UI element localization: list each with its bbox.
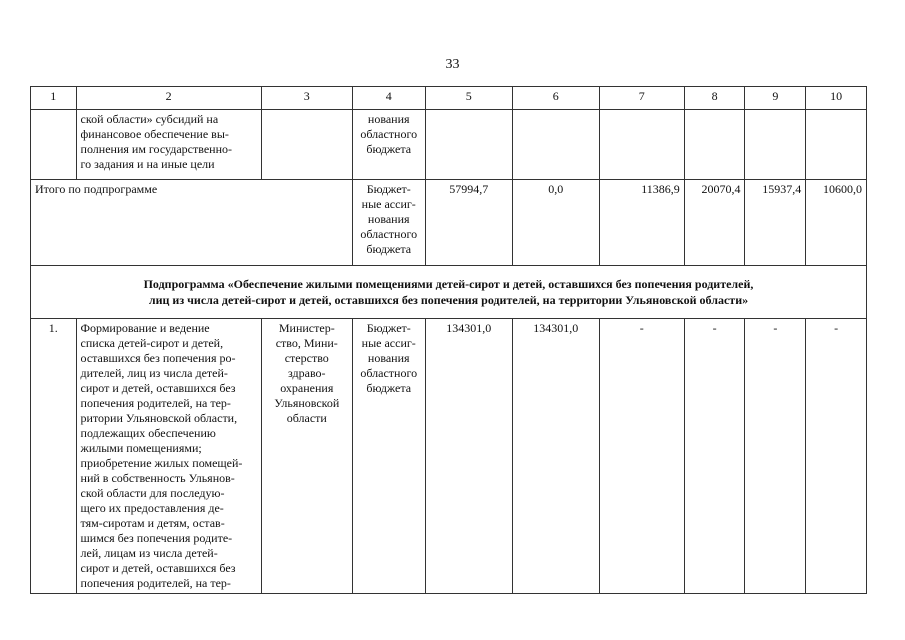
description-line: тям-сиротам и детям, остав- [80,516,225,530]
description-line: сирот и детей, оставшихся без [80,561,236,575]
subprogram-heading-row [31,266,867,319]
value-cell: 134301,0 [425,319,512,594]
continuation-row [31,110,867,180]
description-line: подлежащих обеспечению [80,426,216,440]
activity-description [76,319,261,594]
source-line: бюджета [366,142,412,156]
executor-line: стерство [284,351,329,365]
source-line: нования [367,112,410,126]
description-line: дителей, лиц из числа детей- [80,366,228,380]
description-line: сирот и детей, оставшихся без [80,381,236,395]
description-line: попечения родителей, на тер- [80,576,231,590]
executor-line: здраво- [288,366,326,380]
total-value-cell: 20070,4 [684,180,745,266]
column-header: 9 [745,87,806,110]
column-header: 5 [425,87,512,110]
value-cell [425,110,512,180]
funding-source [352,180,425,266]
description-line: Формирование и ведение [80,321,210,335]
source-line: Бюджет- [366,182,411,196]
value-cell [745,110,806,180]
row-number-cell [31,110,77,180]
funding-source [352,110,425,180]
description-line: шимся без попечения родите- [80,531,233,545]
column-header: 7 [599,87,684,110]
column-number-header-row [31,87,867,110]
source-line: бюджета [366,381,412,395]
page-number: 33 [445,57,460,72]
value-cell [512,110,599,180]
source-line: ные ассиг- [361,197,416,211]
value-cell [806,110,867,180]
executor-line: охранения [280,381,334,395]
activity-row [31,319,867,594]
description-line: оставшихся без попечения ро- [80,351,236,365]
column-header: 2 [76,87,261,110]
executor-line: области [286,411,327,425]
value-cell: - [599,319,684,594]
total-value-cell: 0,0 [512,180,599,266]
description-line: приобретение жилых помещей- [80,456,243,470]
source-line: бюджета [366,242,412,256]
source-line: нования [367,351,410,365]
executor-line: Ульяновской [274,396,340,410]
source-line: областного [360,227,418,241]
total-value-cell: 15937,4 [745,180,806,266]
executor-line: Министер- [278,321,335,335]
source-line: областного [360,366,418,380]
total-value-cell: 11386,9 [599,180,684,266]
subprogram-title-line: лиц из числа детей-сирот и детей, оставшихся без попечения родителей, на территории Ульяновской области» [148,293,749,307]
column-header: 3 [261,87,352,110]
executor-cell [261,319,352,594]
column-header: 8 [684,87,745,110]
subprogram-title-line: Подпрограмма «Обеспечение жилыми помещениями детей-сирот и детей, оставшихся без попечения родителей, [143,277,754,291]
funding-source [352,319,425,594]
description-line: лей, лицам из числа детей- [80,546,218,560]
subprogram-title [31,266,867,319]
executor-line: ство, Мини- [275,336,338,350]
column-header: 6 [512,87,599,110]
source-line: Бюджет- [366,321,411,335]
description-line: ской области» субсидий на [80,112,219,126]
total-value-cell: 57994,7 [425,180,512,266]
value-cell: 134301,0 [512,319,599,594]
column-header: 4 [352,87,425,110]
source-line: ные ассиг- [361,336,416,350]
row-number-cell: 1. [31,319,77,594]
description-line: го задания и на иные цели [80,157,215,171]
source-line: областного [360,127,418,141]
budget-table [30,86,867,594]
value-cell [599,110,684,180]
description-line: ритории Ульяновской области, [80,411,238,425]
source-line: нования [367,212,410,226]
value-cell: - [806,319,867,594]
total-label: Итого по подпрограмме [31,180,353,266]
description-line: финансовое обеспечение вы- [80,127,229,141]
executor-cell [261,110,352,180]
subprogram-total-row [31,180,867,266]
description-line: попечения родителей, на тер- [80,396,231,410]
total-value-cell: 10600,0 [806,180,867,266]
value-cell [684,110,745,180]
description-line: списка детей-сирот и детей, [80,336,224,350]
description-line: жилыми помещениями; [80,441,202,455]
column-header: 1 [31,87,77,110]
description-line: полнения им государственно- [80,142,233,156]
value-cell: - [745,319,806,594]
activity-description [76,110,261,180]
description-line: ской области для последую- [80,486,225,500]
column-header: 10 [806,87,867,110]
description-line: щего их предоставления де- [80,501,224,515]
value-cell: - [684,319,745,594]
description-line: ний в собственность Ульянов- [80,471,235,485]
